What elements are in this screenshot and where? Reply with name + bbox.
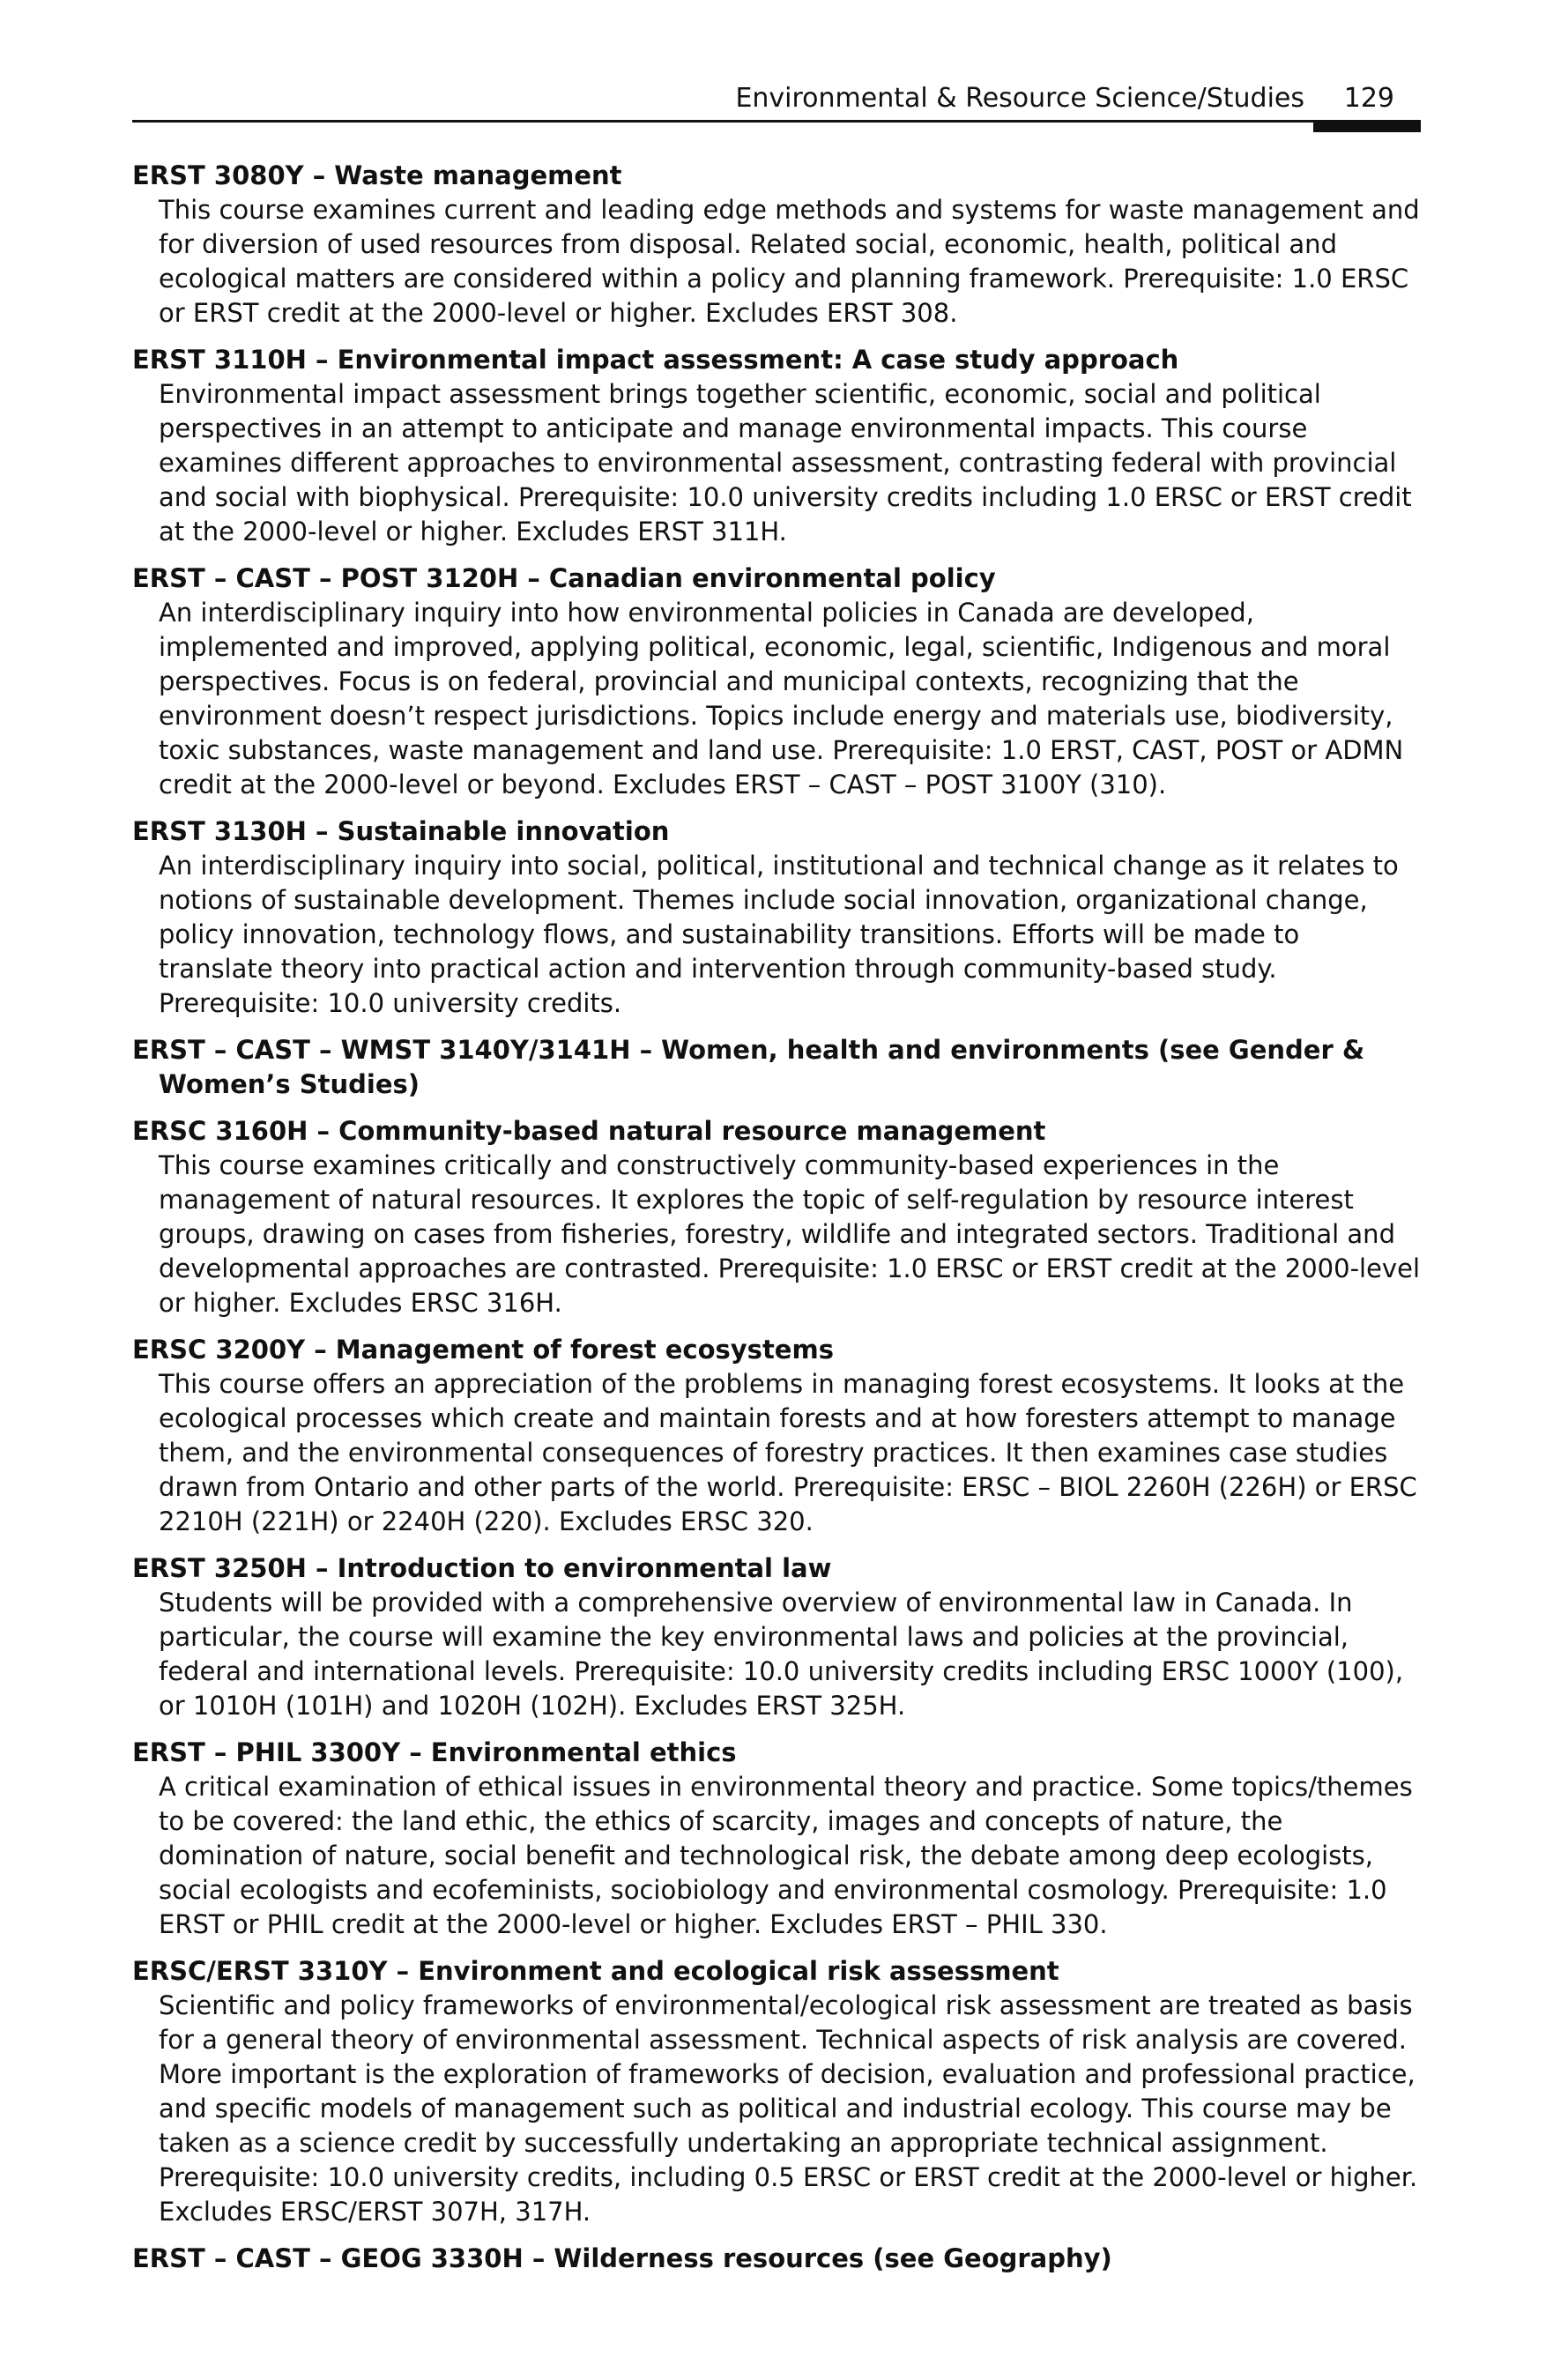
course-entry — [132, 562, 1421, 802]
header-tab-bar — [1313, 120, 1421, 132]
course-entry — [132, 1114, 1421, 1320]
course-title: ERSC/ERST 3310Y – Environment and ecological risk assessment — [132, 1956, 1059, 1986]
course-list — [132, 159, 1421, 2288]
course-description: This course examines current and leading edge methods and systems for waste management and for diversion of used resources from disposal. Related social, economic, health, political and ecological matters are considered within a policy and planning framework. Prerequisite: 1.0 ERSC or ERST credit at the 2000-level or higher. Excludes ERST 308. — [159, 195, 1420, 328]
course-description: Environmental impact assessment brings together scientific, economic, social and political perspectives in an attempt to anticipate and manage environmental impacts. This course examines different approaches to environmental assessment, contrasting federal with provincial and social with biophysical. Prerequisite: 10.0 university credits including 1.0 ERSC or ERST credit at the 2000-level or higher. Excludes ERST 311H. — [159, 379, 1412, 547]
page-number: 129 — [1343, 83, 1394, 114]
course-title: ERST – CAST – POST 3120H – Canadian environmental policy — [132, 563, 996, 593]
course-title: ERST 3250H – Introduction to environmental law — [132, 1553, 832, 1583]
course-entry — [132, 2242, 1421, 2276]
course-entry — [132, 1954, 1421, 2229]
course-title: ERSC 3160H – Community-based natural resource management — [132, 1116, 1046, 1146]
course-description: This course examines critically and constructively community-based experiences in the management of natural resources. It explores the topic of self-regulation by resource interest groups, drawing on cases from fisheries, forestry, wildlife and integrated sectors. Traditional and developmental approaches are contrasted. Prerequisite: 1.0 ERSC or ERST credit at the 2000-level or higher. Excludes ERSC 316H. — [159, 1150, 1420, 1318]
course-title: ERST – CAST – GEOG 3330H – Wilderness resources (see Geography) — [132, 2243, 1112, 2273]
document-page — [132, 0, 1421, 2380]
course-entry — [132, 1736, 1421, 1942]
course-entry — [132, 1551, 1421, 1723]
course-title: ERST 3130H – Sustainable innovation — [132, 816, 670, 846]
running-header — [132, 81, 1421, 123]
header-section-title: Environmental & Resource Science/Studies — [735, 83, 1304, 114]
course-entry — [132, 343, 1421, 549]
course-description: Students will be provided with a comprehensive overview of environmental law in Canada. In particular, the course will examine the key environmental laws and policies at the provincial, federal and international levels. Prerequisite: 10.0 university credits including ERSC 1000Y (100), or 1010H (101H) and 1020H (102H). Excludes ERST 325H. — [159, 1588, 1404, 1721]
course-title: ERST 3110H – Environmental impact assessment: A case study approach — [132, 345, 1179, 375]
course-description: A critical examination of ethical issues in environmental theory and practice. Some topics/themes to be covered: the land ethic, the ethics of scarcity, images and concepts of nature, the domination of nature, social benefit and technological risk, the debate among deep ecologists, social ecologists and ecofeminists, sociobiology and environmental cosmology. Prerequisite: 1.0 ERST or PHIL credit at the 2000-level or higher. Excludes ERST – PHIL 330. — [159, 1772, 1413, 1939]
course-description: An interdisciplinary inquiry into how environmental policies in Canada are developed, implemented and improved, applying political, economic, legal, scientific, Indigenous and moral perspectives. Focus is on federal, provincial and municipal contexts, recognizing that the environment doesn’t respect jurisdictions. Topics include energy and materials use, biodiversity, toxic substances, waste management and land use. Prerequisite: 1.0 ERST, CAST, POST or ADMN credit at the 2000-level or beyond. Excludes ERST – CAST – POST 3100Y (310). — [159, 598, 1404, 800]
course-title: ERST 3080Y – Waste management — [132, 160, 622, 190]
course-entry — [132, 1033, 1421, 1102]
course-title: ERST – CAST – WMST 3140Y/3141H – Women, health and environments (see Gender & Women’s Studies) — [132, 1035, 1365, 1099]
course-title: ERST – PHIL 3300Y – Environmental ethics — [132, 1737, 737, 1767]
course-entry — [132, 159, 1421, 331]
header-rule — [132, 120, 1313, 123]
course-description: This course offers an appreciation of the problems in managing forest ecosystems. It looks at the ecological processes which create and maintain forests and at how foresters attempt to manage them, and the environmental consequences of forestry practices. It then examines case studies drawn from Ontario and other parts of the world. Prerequisite: ERSC – BIOL 2260H (226H) or ERSC 2210H (221H) or 2240H (220). Excludes ERSC 320. — [159, 1369, 1417, 1536]
course-entry — [132, 814, 1421, 1021]
course-entry — [132, 1333, 1421, 1539]
course-title: ERSC 3200Y – Management of forest ecosystems — [132, 1335, 834, 1365]
course-description: An interdisciplinary inquiry into social, political, institutional and technical change as it relates to notions of sustainable development. Themes include social innovation, organizational change, policy innovation, technology flows, and sustainability transitions. Efforts will be made to translate theory into practical action and intervention through community-based study. Prerequisite: 10.0 university credits. — [159, 851, 1399, 1018]
course-description: Scientific and policy frameworks of environmental/ecological risk assessment are treated as basis for a general theory of environmental assessment. Technical aspects of risk analysis are covered. More important is the exploration of frameworks of decision, evaluation and professional practice, and specific models of management such as political and industrial ecology. This course may be taken as a science credit by successfully undertaking an appropriate technical assignment. Prerequisite: 10.0 university credits, including 0.5 ERSC or ERST credit at the 2000-level or higher. Excludes ERSC/ERST 307H, 317H. — [159, 1990, 1418, 2227]
